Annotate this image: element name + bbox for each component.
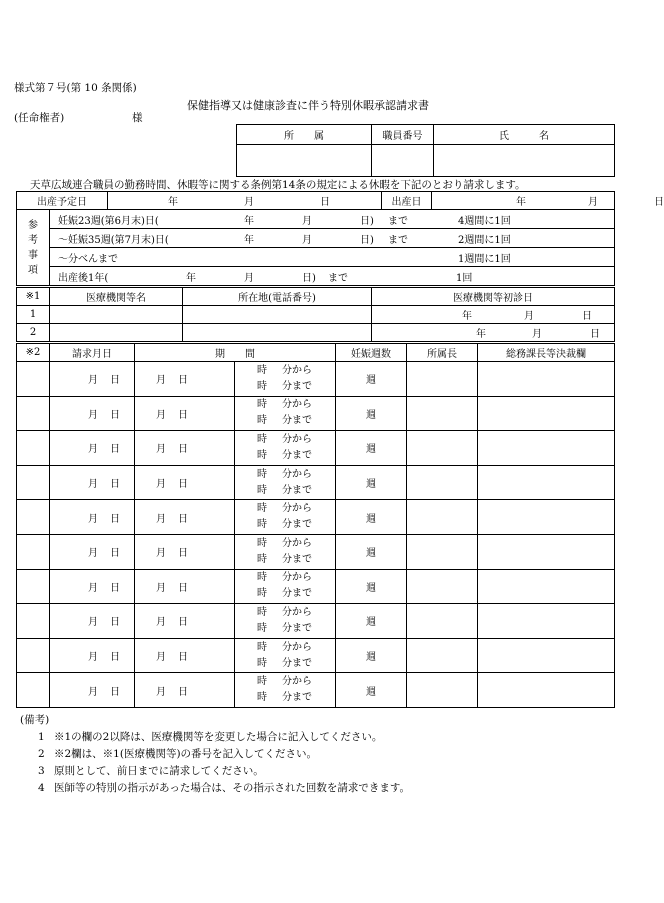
hour-unit: 時 <box>257 606 267 618</box>
chief-stamp-field[interactable] <box>407 604 478 639</box>
request-date-header: 請求月日 <box>50 344 135 362</box>
note-item <box>38 746 317 761</box>
reference-until: まで <box>388 215 408 227</box>
period-time-field[interactable] <box>235 673 336 708</box>
hour-unit: 時 <box>257 399 267 411</box>
to-minute-unit: 分まで <box>282 657 312 669</box>
medical-row-no: 1 <box>17 306 50 324</box>
request-row <box>17 638 615 673</box>
reference-day: 日) <box>360 234 374 246</box>
period-time-field[interactable] <box>235 396 336 431</box>
medical-address-header: 所在地(電話番号) <box>183 288 372 306</box>
pregnancy-weeks-field[interactable] <box>336 638 407 673</box>
request-institution-no-field[interactable] <box>17 465 50 500</box>
staff-no-field[interactable] <box>372 145 434 177</box>
month-unit: 月 <box>88 686 98 698</box>
due-date-field[interactable] <box>108 192 382 210</box>
day-unit: 日 <box>110 444 120 456</box>
name-field[interactable] <box>434 145 615 177</box>
hour-unit: 時 <box>257 449 267 461</box>
day-unit: 日 <box>178 652 188 664</box>
week-unit: 週 <box>366 548 376 560</box>
to-minute-unit: 分まで <box>282 449 312 461</box>
pregnancy-weeks-field[interactable] <box>336 673 407 708</box>
medical-first-visit-header: 医療機関等初診日 <box>372 288 615 306</box>
period-date-field[interactable] <box>135 396 235 431</box>
reference-day: 日) <box>302 272 316 284</box>
note-item <box>38 780 410 795</box>
request-institution-no-field[interactable] <box>17 673 50 708</box>
birth-day-unit: 日 <box>654 197 664 208</box>
reference-year: 年 <box>186 272 196 284</box>
from-minute-unit: 分から <box>282 572 312 584</box>
chief-header: 所属長 <box>407 344 478 362</box>
reference-frequency: 1回 <box>456 272 473 284</box>
reference-year: 年 <box>244 215 254 227</box>
medical-address-field[interactable] <box>183 306 372 324</box>
day-unit: 日 <box>110 479 120 491</box>
period-date-field[interactable] <box>135 465 235 500</box>
week-unit: 週 <box>366 582 376 594</box>
day-unit: 日 <box>582 311 592 322</box>
period-time-field[interactable] <box>235 431 336 466</box>
note-number: 1 <box>38 731 45 743</box>
week-unit: 週 <box>366 513 376 525</box>
day-unit: 日 <box>178 513 188 525</box>
reference-day: 日) <box>360 215 374 227</box>
hour-unit: 時 <box>257 415 267 427</box>
pregnancy-weeks-header: 妊娠週数 <box>336 344 407 362</box>
request-row <box>17 362 615 397</box>
to-minute-unit: 分まで <box>282 415 312 427</box>
request-row <box>17 500 615 535</box>
request-institution-no-field[interactable] <box>17 500 50 535</box>
approval-field[interactable] <box>478 604 615 639</box>
to-minute-unit: 分まで <box>282 553 312 565</box>
day-unit: 日 <box>110 686 120 698</box>
chief-stamp-field[interactable] <box>407 362 478 397</box>
approval-field[interactable] <box>478 673 615 708</box>
note-item <box>38 763 264 778</box>
day-unit: 日 <box>178 582 188 594</box>
month-unit: 月 <box>88 652 98 664</box>
hour-unit: 時 <box>257 503 267 515</box>
from-minute-unit: 分から <box>282 676 312 688</box>
request-row <box>17 569 615 604</box>
hour-unit: 時 <box>257 572 267 584</box>
period-date-field[interactable] <box>135 673 235 708</box>
dept-field[interactable] <box>237 145 372 177</box>
note-number: 2 <box>38 748 45 760</box>
intro-text: 天草広域連合職員の勤務時間、休暇等に関する条例第14条の規定による休暇を下記のとおり請求します。 <box>30 179 526 191</box>
request-date-field[interactable] <box>50 673 135 708</box>
day-unit: 日 <box>110 582 120 594</box>
to-minute-unit: 分まで <box>282 622 312 634</box>
request-row <box>17 534 615 569</box>
request-date-field[interactable] <box>50 431 135 466</box>
due-day-unit: 日 <box>320 197 330 208</box>
day-unit: 日 <box>110 548 120 560</box>
month-unit: 月 <box>524 311 534 322</box>
day-unit: 日 <box>178 686 188 698</box>
month-unit: 月 <box>88 479 98 491</box>
chief-stamp-field[interactable] <box>407 569 478 604</box>
period-date-field[interactable] <box>135 638 235 673</box>
request-date-field[interactable] <box>50 638 135 673</box>
note-text: ※1の欄の2以降は、医療機関等を変更した場合に記入してください。 <box>54 731 383 743</box>
reference-row-3 <box>50 248 615 267</box>
due-month-unit: 月 <box>244 197 254 208</box>
approval-field[interactable] <box>478 534 615 569</box>
reference-period: ～分べんまで <box>58 253 118 265</box>
from-minute-unit: 分から <box>282 433 312 445</box>
request-institution-no-field[interactable] <box>17 569 50 604</box>
month-unit: 月 <box>156 686 166 698</box>
day-unit: 日 <box>178 548 188 560</box>
period-date-field[interactable] <box>135 604 235 639</box>
pregnancy-weeks-field[interactable] <box>336 534 407 569</box>
month-unit: 月 <box>88 375 98 387</box>
requests-table <box>16 343 615 708</box>
reference-month: 月 <box>302 234 312 246</box>
week-unit: 週 <box>366 652 376 664</box>
hour-unit: 時 <box>257 380 267 392</box>
period-time-field[interactable] <box>235 362 336 397</box>
month-unit: 月 <box>532 329 542 340</box>
form-title: 保健指導又は健康診査に伴う特別休暇承認請求書 <box>187 99 429 112</box>
name-header: 氏 名 <box>434 125 615 145</box>
medical-mark: ※1 <box>17 288 50 306</box>
reference-month: 月 <box>302 215 312 227</box>
request-date-field[interactable] <box>50 465 135 500</box>
month-unit: 月 <box>156 617 166 629</box>
hour-unit: 時 <box>257 553 267 565</box>
approval-field[interactable] <box>478 569 615 604</box>
week-unit: 週 <box>366 617 376 629</box>
period-date-field[interactable] <box>135 362 235 397</box>
period-time-field[interactable] <box>235 465 336 500</box>
reference-until: まで <box>328 272 348 284</box>
period-time-field[interactable] <box>235 569 336 604</box>
honorific: 様 <box>132 112 143 124</box>
period-date-field[interactable] <box>135 569 235 604</box>
week-unit: 週 <box>366 444 376 456</box>
day-unit: 日 <box>178 617 188 629</box>
birth-year-unit: 年 <box>516 197 527 208</box>
hour-unit: 時 <box>257 676 267 688</box>
to-minute-unit: 分まで <box>282 380 312 392</box>
to-minute-unit: 分まで <box>282 588 312 600</box>
birth-date-field[interactable] <box>432 192 664 210</box>
from-minute-unit: 分から <box>282 468 312 480</box>
note-text: 医師等の特別の指示があった場合は、その指示された回数を請求できます。 <box>54 782 411 794</box>
reference-year: 年 <box>244 234 254 246</box>
request-period-header: 期 間 <box>135 344 336 362</box>
note-number: 3 <box>38 765 45 777</box>
year-unit: 年 <box>462 311 472 322</box>
to-minute-unit: 分まで <box>282 519 312 531</box>
addressee: (任命権者) <box>14 112 65 124</box>
form-number: 様式第７号(第 10 条関係) <box>14 82 137 94</box>
week-unit: 週 <box>366 375 376 387</box>
due-date-label: 出産予定日 <box>17 192 108 210</box>
approval-field[interactable] <box>478 465 615 500</box>
reference-frequency: 2週間に1回 <box>458 234 511 246</box>
period-time-field[interactable] <box>235 604 336 639</box>
chief-stamp-field[interactable] <box>407 673 478 708</box>
hour-unit: 時 <box>257 519 267 531</box>
from-minute-unit: 分から <box>282 537 312 549</box>
hour-unit: 時 <box>257 641 267 653</box>
note-number: 4 <box>38 782 45 794</box>
week-unit: 週 <box>366 479 376 491</box>
hour-unit: 時 <box>257 433 267 445</box>
reference-month: 月 <box>244 272 254 284</box>
reference-row-4 <box>50 267 615 286</box>
from-minute-unit: 分から <box>282 641 312 653</box>
request-row <box>17 673 615 708</box>
medical-first-visit-field[interactable] <box>372 306 615 324</box>
period-date-field[interactable] <box>135 500 235 535</box>
reference-frequency: 4週間に1回 <box>458 215 511 227</box>
month-unit: 月 <box>88 617 98 629</box>
medical-name-field[interactable] <box>50 306 183 324</box>
chief-stamp-field[interactable] <box>407 534 478 569</box>
to-minute-unit: 分まで <box>282 692 312 704</box>
request-date-field[interactable] <box>50 534 135 569</box>
applicant-table <box>236 124 615 177</box>
month-unit: 月 <box>88 513 98 525</box>
day-unit: 日 <box>178 409 188 421</box>
request-row <box>17 396 615 431</box>
note-item <box>38 729 382 744</box>
hour-unit: 時 <box>257 484 267 496</box>
due-reference-table <box>16 191 664 286</box>
pregnancy-weeks-field[interactable] <box>336 431 407 466</box>
pregnancy-weeks-field[interactable] <box>336 500 407 535</box>
period-date-field[interactable] <box>135 534 235 569</box>
year-unit: 年 <box>476 329 486 340</box>
medical-name-field[interactable] <box>50 324 183 342</box>
request-row <box>17 604 615 639</box>
day-unit: 日 <box>110 617 120 629</box>
medical-table <box>16 287 615 342</box>
to-minute-unit: 分まで <box>282 484 312 496</box>
approval-field[interactable] <box>478 431 615 466</box>
chief-stamp-field[interactable] <box>407 431 478 466</box>
month-unit: 月 <box>156 582 166 594</box>
hour-unit: 時 <box>257 364 267 376</box>
approval-header: 総務課長等決裁欄 <box>478 344 615 362</box>
hour-unit: 時 <box>257 622 267 634</box>
reference-row-2 <box>50 229 615 248</box>
period-time-field[interactable] <box>235 638 336 673</box>
note-text: 原則として、前日までに請求してください。 <box>54 765 264 777</box>
request-date-field[interactable] <box>50 500 135 535</box>
pregnancy-weeks-field[interactable] <box>336 362 407 397</box>
day-unit: 日 <box>110 652 120 664</box>
request-date-field[interactable] <box>50 362 135 397</box>
period-time-field[interactable] <box>235 500 336 535</box>
from-minute-unit: 分から <box>282 503 312 515</box>
day-unit: 日 <box>110 513 120 525</box>
day-unit: 日 <box>110 409 120 421</box>
request-date-field[interactable] <box>50 604 135 639</box>
hour-unit: 時 <box>257 537 267 549</box>
week-unit: 週 <box>366 686 376 698</box>
request-institution-no-field[interactable] <box>17 534 50 569</box>
request-institution-no-field[interactable] <box>17 396 50 431</box>
month-unit: 月 <box>156 375 166 387</box>
month-unit: 月 <box>156 652 166 664</box>
hour-unit: 時 <box>257 468 267 480</box>
approval-field[interactable] <box>478 362 615 397</box>
chief-stamp-field[interactable] <box>407 396 478 431</box>
approval-field[interactable] <box>478 500 615 535</box>
request-mark: ※2 <box>17 344 50 362</box>
month-unit: 月 <box>156 513 166 525</box>
pregnancy-weeks-field[interactable] <box>336 569 407 604</box>
notes-heading: (備考) <box>20 714 50 726</box>
request-institution-no-field[interactable] <box>17 431 50 466</box>
pregnancy-weeks-field[interactable] <box>336 465 407 500</box>
request-institution-no-field[interactable] <box>17 604 50 639</box>
dept-header: 所 属 <box>237 125 372 145</box>
month-unit: 月 <box>156 479 166 491</box>
reference-period: 妊娠23週(第6月末)日( <box>58 215 159 227</box>
pregnancy-weeks-field[interactable] <box>336 604 407 639</box>
from-minute-unit: 分から <box>282 606 312 618</box>
medical-row-no: 2 <box>17 324 50 342</box>
birth-date-label: 出産日 <box>382 192 432 210</box>
reference-period: ～妊娠35週(第7月末)日( <box>58 234 169 246</box>
day-unit: 日 <box>178 444 188 456</box>
month-unit: 月 <box>88 444 98 456</box>
from-minute-unit: 分から <box>282 364 312 376</box>
approval-field[interactable] <box>478 638 615 673</box>
period-date-field[interactable] <box>135 431 235 466</box>
request-row <box>17 431 615 466</box>
approval-field[interactable] <box>478 396 615 431</box>
request-institution-no-field[interactable] <box>17 362 50 397</box>
request-date-field[interactable] <box>50 396 135 431</box>
day-unit: 日 <box>178 479 188 491</box>
medical-first-visit-field[interactable] <box>372 324 615 342</box>
reference-label-cell <box>17 210 50 286</box>
month-unit: 月 <box>88 548 98 560</box>
month-unit: 月 <box>156 548 166 560</box>
medical-address-field[interactable] <box>183 324 372 342</box>
pregnancy-weeks-field[interactable] <box>336 396 407 431</box>
reference-period: 出産後1年( <box>58 272 109 284</box>
chief-stamp-field[interactable] <box>407 500 478 535</box>
hour-unit: 時 <box>257 657 267 669</box>
month-unit: 月 <box>88 409 98 421</box>
birth-month-unit: 月 <box>588 197 599 208</box>
day-unit: 日 <box>110 375 120 387</box>
month-unit: 月 <box>88 582 98 594</box>
month-unit: 月 <box>156 444 166 456</box>
medical-name-header: 医療機関等名 <box>50 288 183 306</box>
reference-label: 参考事項 <box>28 219 38 276</box>
due-year-unit: 年 <box>168 197 178 208</box>
reference-until: まで <box>388 234 408 246</box>
request-row <box>17 465 615 500</box>
from-minute-unit: 分から <box>282 399 312 411</box>
day-unit: 日 <box>178 375 188 387</box>
period-time-field[interactable] <box>235 534 336 569</box>
request-institution-no-field[interactable] <box>17 638 50 673</box>
request-date-field[interactable] <box>50 569 135 604</box>
day-unit: 日 <box>590 329 600 340</box>
staff-no-header: 職員番号 <box>372 125 434 145</box>
month-unit: 月 <box>156 409 166 421</box>
note-text: ※2欄は、※1(医療機関等)の番号を記入してください。 <box>54 748 318 760</box>
reference-frequency: 1週間に1回 <box>458 253 511 265</box>
hour-unit: 時 <box>257 588 267 600</box>
week-unit: 週 <box>366 409 376 421</box>
hour-unit: 時 <box>257 692 267 704</box>
chief-stamp-field[interactable] <box>407 638 478 673</box>
reference-row-1 <box>50 210 615 229</box>
chief-stamp-field[interactable] <box>407 465 478 500</box>
